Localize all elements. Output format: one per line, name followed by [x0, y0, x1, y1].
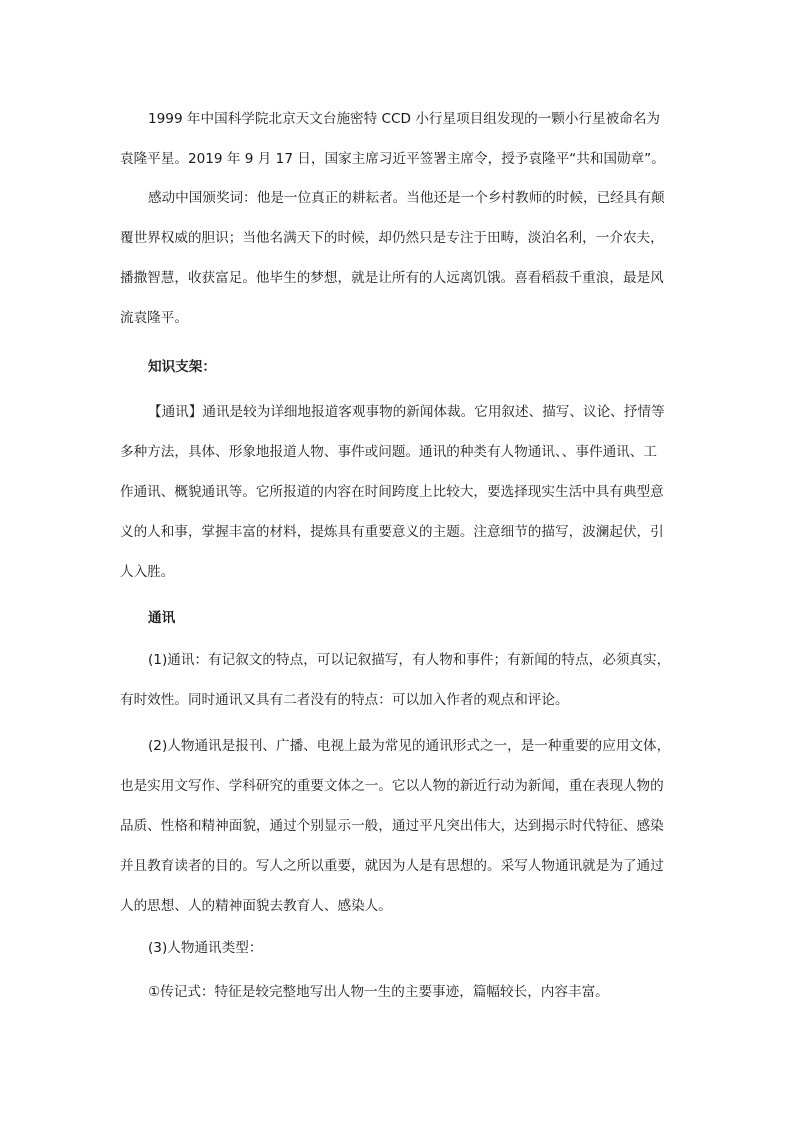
paragraph-line: 并且教育读者的目的。写人之所以重要，就因为人是有思想的。采写人物通讯就是为了通过: [120, 858, 664, 874]
paragraph-line: 义的人和事，掌握丰富的材料，提炼具有重要意义的主题。注意细节的描写，波澜起伏，引: [120, 524, 664, 540]
paragraph-line: (2)人物通讯是报刊、广播、电视上最为常见的通讯形式之一，是一种重要的应用文体，: [148, 738, 671, 754]
paragraph-line: 袁隆平星。2019 年 9 月 17 日，国家主席习近平签署主席令，授予袁隆平“共和国勋章”。: [120, 151, 665, 167]
paragraph-line: 有时效性。同时通讯又具有二者没有的特点：可以加入作者的观点和评论。: [120, 692, 569, 708]
paragraph-line: ①传记式：特征是较完整地写出人物一生的主要事迹，篇幅较长，内容丰富。: [148, 984, 609, 1000]
paragraph-line: 覆世界权威的胆识；当他名满天下的时候，却仍然只是专注于田畴，淡泊名利，一介农夫，: [120, 230, 664, 246]
paragraph-line: 多种方法，具体、形象地报道人物、事件或问题。通讯的种类有人物通讯、、事件通讯、工: [120, 444, 657, 460]
paragraph-line: 流袁隆平。: [120, 310, 188, 326]
paragraph-line: 作通讯、概貌通讯等。它所报道的内容在时间跨度上比较大，要选择现实生活中具有典型意: [120, 484, 664, 500]
paragraph-line: 感动中国颁奖词：他是一位真正的耕耘者。当他还是一个乡村教师的时候，已经具有颠: [148, 190, 665, 206]
paragraph-line: 1999 年中国科学院北京天文台施密特 CCD 小行星项目组发现的一颗小行星被命名为: [148, 111, 661, 127]
paragraph-line: (1)通讯：有记叙文的特点，可以记叙描写，有人物和事件；有新闻的特点，必须真实，: [148, 652, 671, 668]
paragraph-line: (3)人物通讯类型：: [148, 940, 263, 956]
section-heading: 通讯: [148, 610, 176, 626]
paragraph-line: 播撒智慧，收获富足。他毕生的梦想，就是让所有的人远离饥饿。喜看稻菽千重浪，最是风: [120, 270, 664, 286]
section-heading: 知识支架：: [148, 359, 216, 375]
paragraph-line: 也是实用文写作、学科研究的重要文体之一。它以人物的新近行动为新闻，重在表现人物的: [120, 778, 664, 794]
paragraph-line: 品质、性格和精神面貌，通过个别显示一般，通过平凡突出伟大，达到揭示时代特征、感染: [120, 818, 664, 834]
paragraph-line: 人入胜。: [120, 564, 175, 580]
paragraph-line: 人的思想、人的精神面貌去教育人、感染人。: [120, 898, 392, 914]
paragraph-line: 【通讯】通讯是较为详细地报道客观事物的新闻体裁。它用叙述、描写、议论、抒情等: [148, 404, 665, 420]
